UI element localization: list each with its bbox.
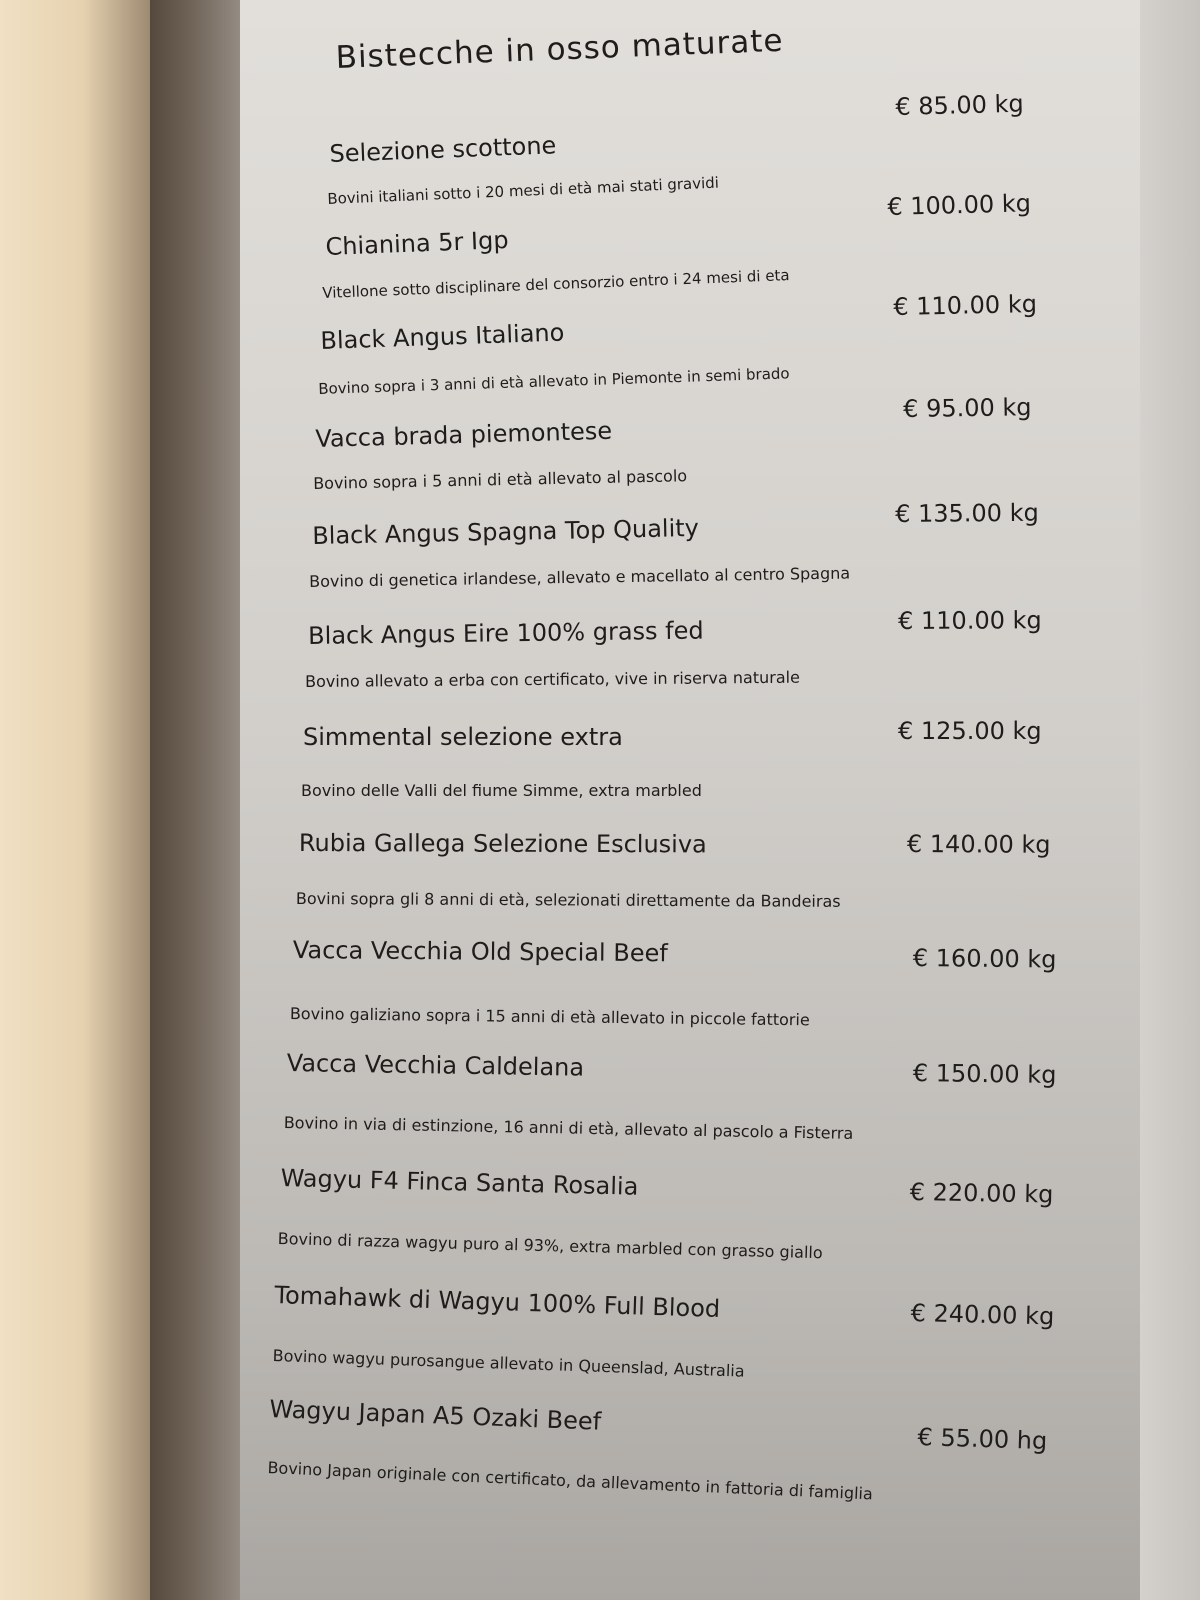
item-price: € 240.00 kg (910, 1299, 1055, 1331)
item-price: € 160.00 kg (912, 944, 1057, 974)
item-name: Vacca Vecchia Caldelana (286, 1049, 585, 1082)
item-name: Rubia Gallega Selezione Esclusiva (298, 829, 707, 859)
item-price: € 140.00 kg (906, 830, 1051, 859)
item-name: Chianina 5r Igp (325, 225, 510, 261)
item-price: € 95.00 kg (903, 393, 1032, 423)
item-price: € 55.00 hg (917, 1423, 1048, 1456)
item-description: Bovino galiziano sopra i 15 anni di età allevato in piccole fattorie (289, 1004, 810, 1030)
item-description: Bovino Japan originale con certificato, da allevamento in fattoria di famiglia (267, 1458, 874, 1504)
item-description: Bovini sopra gli 8 anni di età, selezionati direttamente da Bandeiras (295, 889, 841, 911)
item-price: € 100.00 kg (887, 189, 1032, 221)
item-description: Bovino sopra i 3 anni di età allevato in Piemonte in semi brado (318, 364, 790, 398)
item-name: Vacca Vecchia Old Special Beef (292, 936, 668, 968)
item-name: Black Angus Spagna Top Quality (312, 513, 700, 550)
item-price: € 110.00 kg (898, 606, 1042, 635)
item-description: Bovini italiani sotto i 20 mesi di età mai stati gravidi (327, 173, 720, 208)
item-name: Wagyu Japan A5 Ozaki Beef (268, 1395, 602, 1436)
item-price: € 220.00 kg (909, 1178, 1054, 1209)
item-name: Tomahawk di Wagyu 100% Full Blood (274, 1281, 721, 1323)
item-price: € 85.00 kg (895, 89, 1025, 121)
item-name: Black Angus Italiano (320, 318, 565, 355)
item-price: € 125.00 kg (898, 717, 1042, 745)
item-price: € 110.00 kg (893, 289, 1038, 321)
item-description: Bovino in via di estinzione, 16 anni di età, allevato al pascolo a Fisterra (283, 1113, 854, 1143)
item-description: Bovino wagyu purosangue allevato in Queenslad, Australia (272, 1346, 745, 1381)
item-description: Bovino delle Valli del fiume Simme, extra marbled (301, 781, 702, 800)
item-name: Selezione scottone (329, 131, 557, 168)
item-description: Bovino allevato a erba con certificato, vive in riserva naturale (305, 667, 800, 691)
item-description: Bovino sopra i 5 anni di età allevato al pascolo (313, 466, 688, 493)
item-name: Simmental selezione extra (303, 723, 623, 751)
menu-title: Bistecche in osso maturate (335, 22, 785, 76)
item-name: Vacca brada piemontese (315, 416, 613, 453)
item-name: Wagyu F4 Finca Santa Rosalia (280, 1164, 639, 1201)
item-price: € 135.00 kg (895, 498, 1039, 528)
item-name: Black Angus Eire 100% grass fed (308, 616, 704, 650)
item-price: € 150.00 kg (912, 1059, 1057, 1090)
item-description: Bovino di razza wagyu puro al 93%, extra marbled con grasso giallo (277, 1229, 823, 1263)
item-description: Vitellone sotto disciplinare del consorzio entro i 24 mesi di eta (322, 266, 790, 302)
item-description: Bovino di genetica irlandese, allevato e macellato al centro Spagna (309, 563, 851, 591)
